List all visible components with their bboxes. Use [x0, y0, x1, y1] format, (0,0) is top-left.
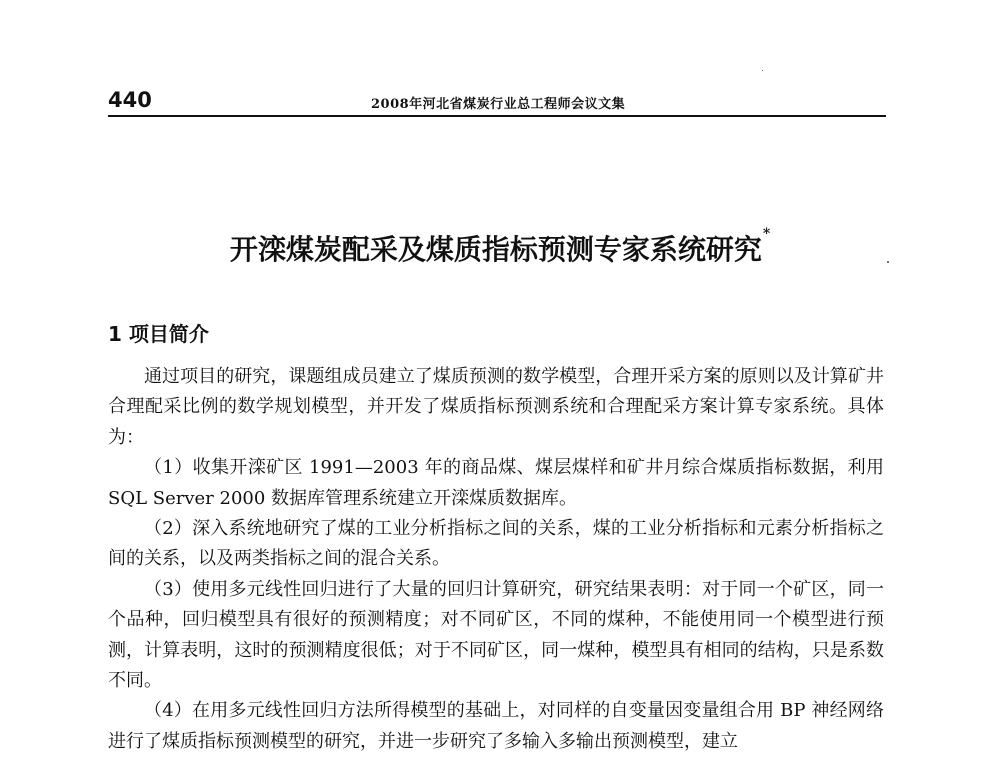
paragraph-item-4: （4）在用多元线性回归方法所得模型的基础上，对同样的自变量因变量组合用 BP 神经网络进行了煤质指标预测模型的研究，并进一步研究了多输入多输出预测模型，建立 — [108, 700, 884, 752]
paper-title-text: 开滦煤炭配采及煤质指标预测专家系统研究 — [229, 233, 762, 266]
paragraph-intro: 通过项目的研究，课题组成员建立了煤质预测的数学模型，合理开采方案的原则以及计算矿井合理配采比例的数学规划模型，并开发了煤质指标预测系统和合理配采方案计算专家系统。具体为： — [108, 366, 884, 448]
title-footnote-mark: * — [762, 226, 771, 242]
running-header — [108, 88, 884, 118]
header-rule — [108, 115, 886, 117]
paragraph-item-2: （2）深入系统地研究了煤的工业分析指标之间的关系，煤的工业分析指标和元素分析指标之间的关系，以及两类指标之间的混合关系。 — [108, 518, 884, 570]
paper-title — [0, 228, 1000, 268]
section-heading: 1 项目简介 — [108, 322, 209, 346]
paragraph-item-1: （1）收集开滦矿区 1991—2003 年的商品煤、煤层煤样和矿井月综合煤质指标数据，利用 SQL Server 2000 数据库管理系统建立开滦煤质数据库。 — [108, 457, 884, 509]
scan-speck — [762, 70, 763, 71]
scan-speck — [887, 261, 889, 263]
paragraph-item-3: （3）使用多元线性回归进行了大量的回归计算研究，研究结果表明：对于同一个矿区，同一个品种，回归模型具有很好的预测精度；对不同矿区，不同的煤种，不能使用同一个模型进行预测，计算表明，这时的预测精度很低；对于不同矿区，同一煤种，模型具有相同的结构，只是系数不同。 — [108, 578, 884, 692]
running-title: 2008年河北省煤炭行业总工程师会议文集 — [371, 97, 626, 112]
body-text — [108, 362, 884, 757]
page-number: 440 — [108, 88, 152, 112]
